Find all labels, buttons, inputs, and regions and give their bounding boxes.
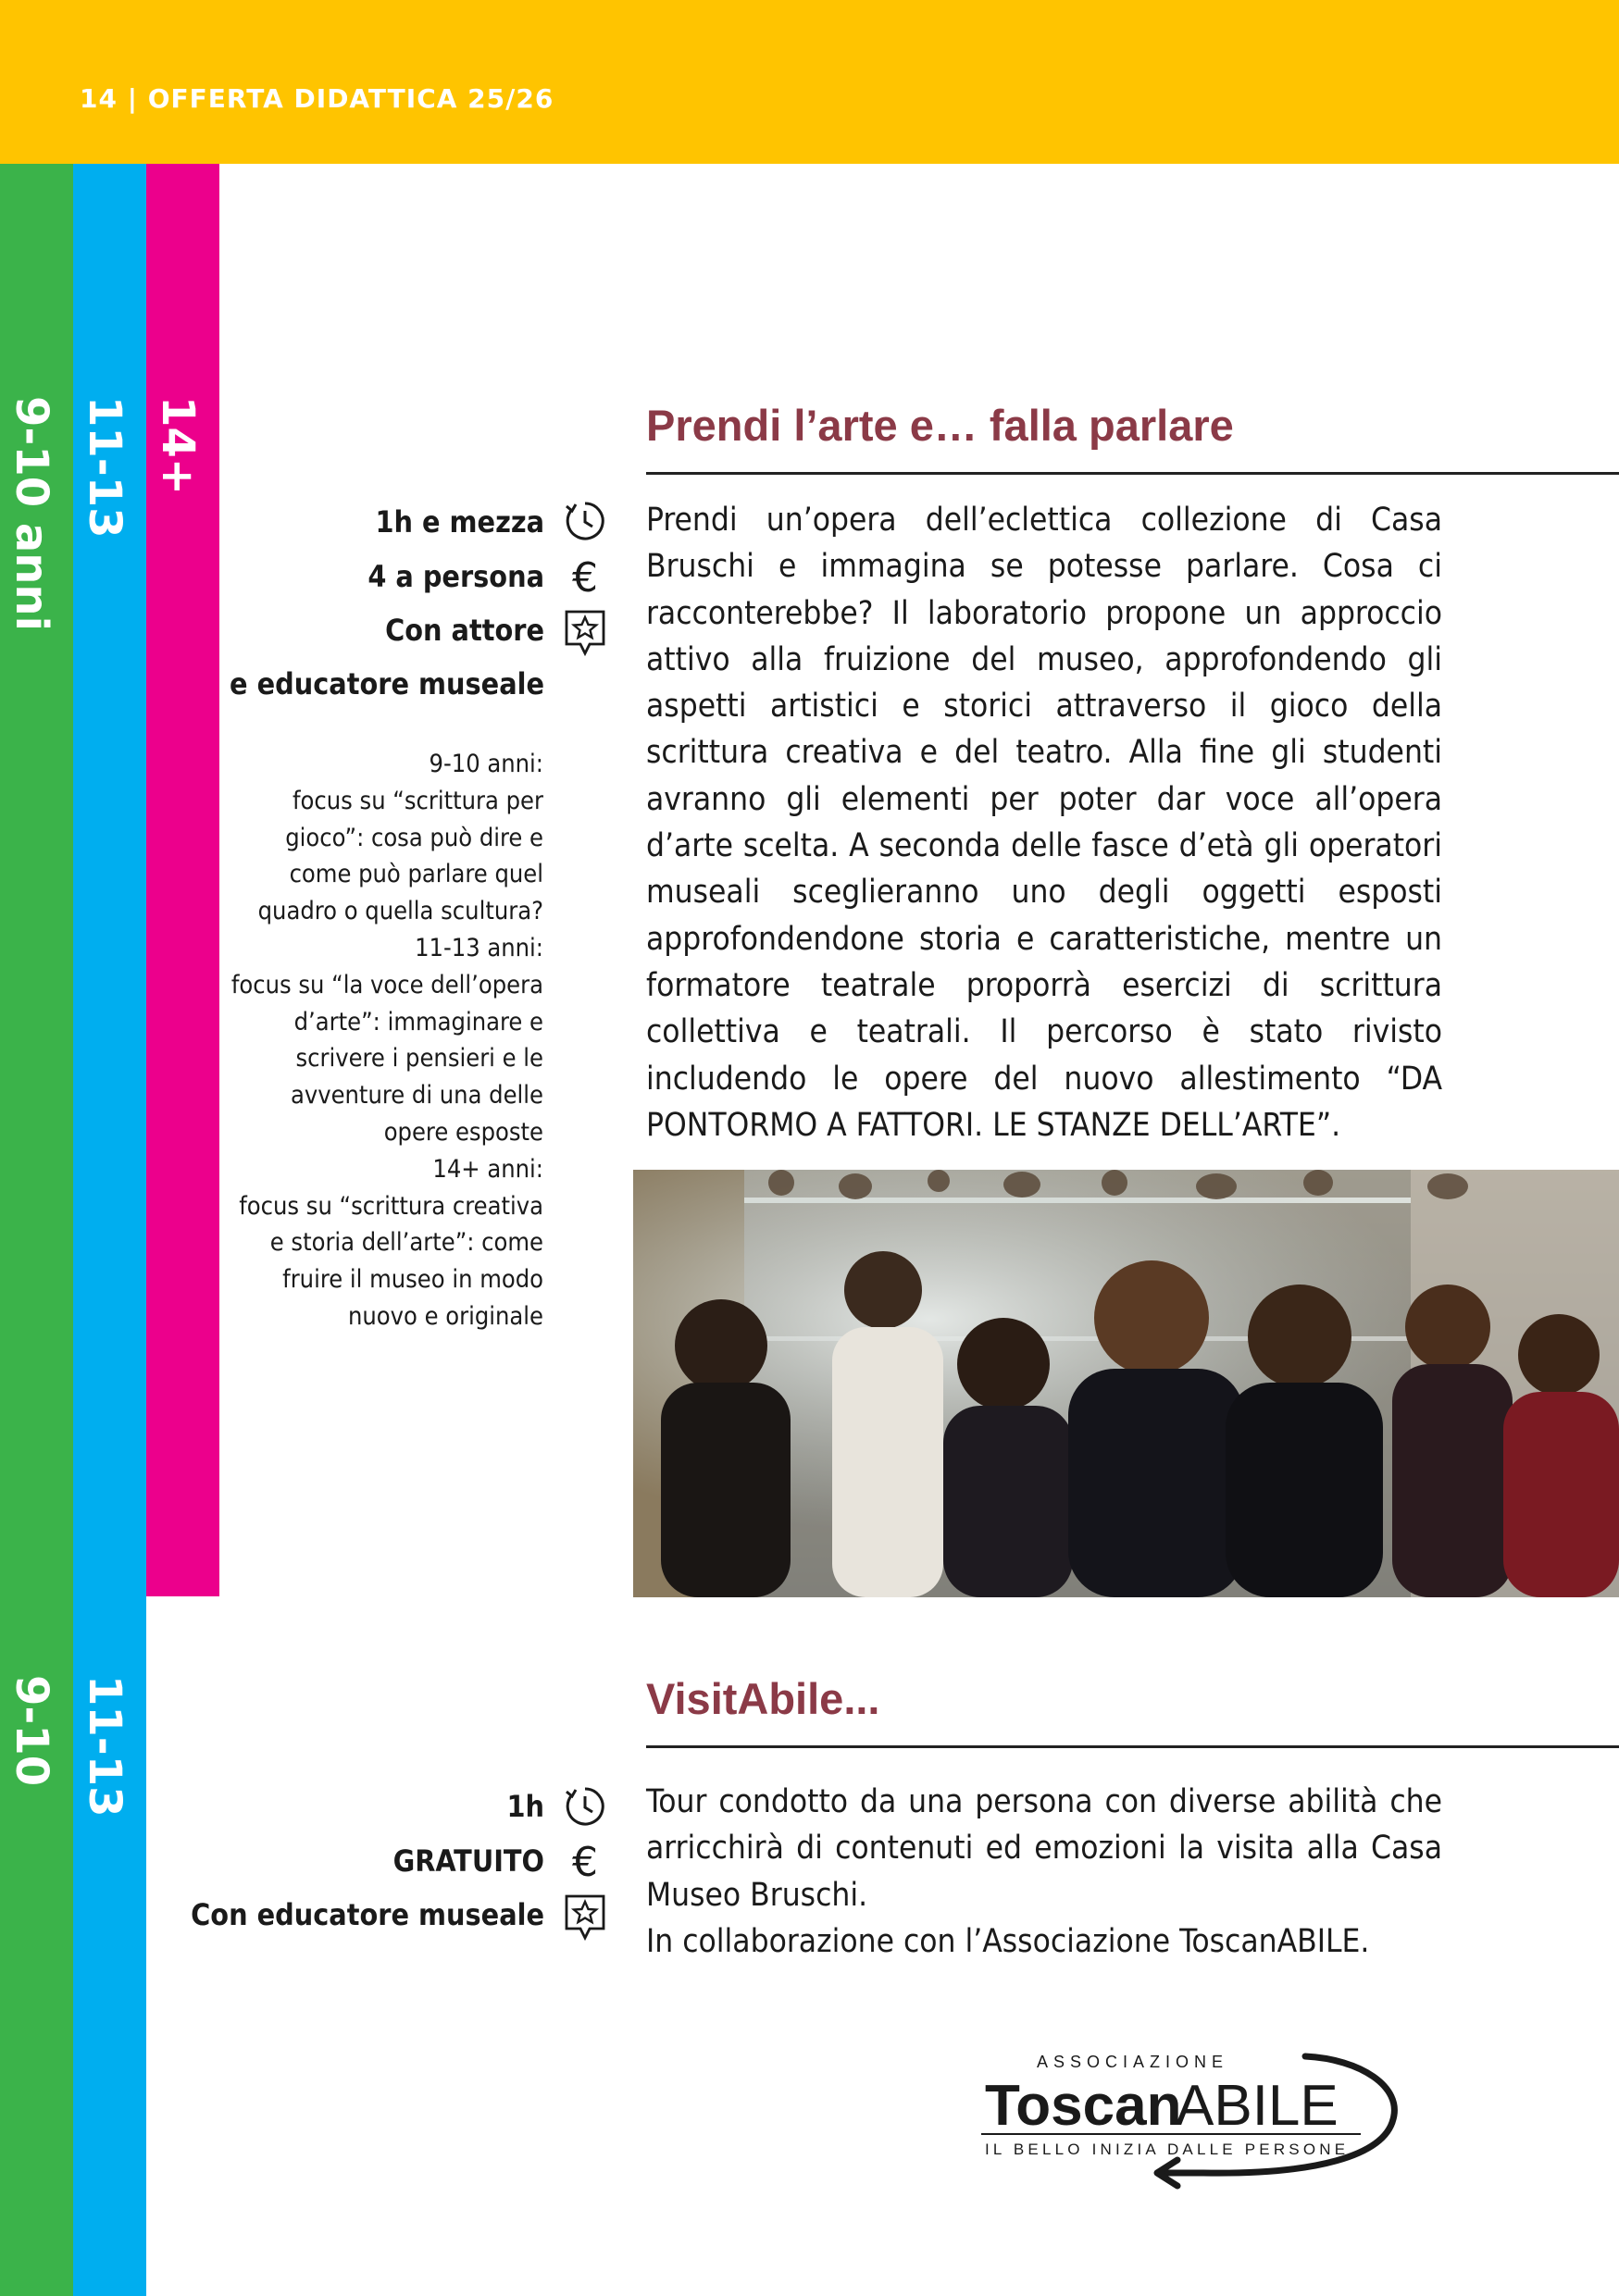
age-note-text: focus su “scrittura creativa e storia dell’arte”: come fruire il museo in modo nuovo e originale [239,1191,543,1331]
logo-top-text: ASSOCIAZIONE [1037,2053,1229,2071]
section2-description-line2: In collaborazione con l’Associazione ToscanABILE. [646,1922,1370,1960]
section2-description [646,1779,1442,1965]
star-badge-icon [564,609,606,652]
page-number: 14 [80,83,118,114]
section1-price: 4 a persona [367,559,544,594]
age-note-heading: 9-10 anni: [429,750,543,778]
logo-name-light: ABILE [1176,2074,1339,2138]
age-note-text: focus su “la voce dell’opera d’arte”: immaginare e scrivere i pensieri e le avventure di una delle opere esposte [230,970,543,1147]
section2-title: VisitAbile... [646,1674,880,1723]
age-note-text: focus su “scrittura per gioco”: cosa può dire e come può parlare quel quadro o quella scultura? [257,786,543,926]
section1-guide-line2: e educatore museale [230,666,544,701]
section2-duration: 1h [506,1789,544,1824]
age-label-green-1: 9-10 anni [6,396,57,632]
section1-guide-line1: Con attore [385,613,544,648]
euro-icon: € [572,1839,598,1886]
logo-tagline: IL BELLO INIZIA DALLE PERSONE [985,2141,1350,2158]
section1-rule [646,472,1619,475]
section2-description-line1: Tour condotto da una persona con diverse abilità che arricchirà di contenuti ed emozioni la visita alla Casa Museo Bruschi. [646,1783,1442,1914]
header-title: OFFERTA DIDATTICA 25/26 [147,83,554,114]
page-header [0,0,1619,164]
age-note-heading: 14+ anni: [432,1154,543,1184]
clock-icon [564,500,606,542]
logo-name-bold: Toscan [985,2074,1182,2138]
toscanabile-logo [972,2008,1416,2193]
section1-title: Prendi l’arte e… falla parlare [646,401,1234,450]
age-label-pink-1: 14+ [152,396,204,496]
section2-guide: Con educatore museale [191,1897,544,1932]
section2-rule [646,1745,1619,1748]
clock-icon [564,1785,606,1828]
section2-price: GRATUITO [392,1843,544,1879]
section1-duration: 1h e mezza [375,504,544,540]
photo-illustration [633,1170,1619,1597]
museum-photo [633,1170,1619,1597]
header-text [80,83,554,114]
age-notes [229,746,543,1335]
age-label-green-2: 9-10 [6,1675,57,1787]
header-separator: | [127,83,138,114]
section1-description-text: Prendi un’opera dell’eclettica collezione di Casa Bruschi e immagina se potesse parlare. Cosa ci racconterebbe? Il laboratorio propone un approccio attivo alla fruizione del museo, approfondendo gli aspetti artistici e storici attraverso il gioco della scrittura creativa e del teatro. Alla fine gli studenti avranno gli elementi per poter dar voce all’opera d’arte scelta. A seconda delle fasce d’età gli operatori museali sceglieranno uno degli oggetti esposti approfondendone storia e caratteristiche, mentre un formatore teatrale proporrà esercizi di scrittura collettiva e teatrali. Il percorso è stato rivisto includendo le opere del nuovo allestimento “DA PONTORMO A FATTORI. LE STANZE DELL’ARTE”. [646,502,1442,1144]
star-badge-icon [564,1893,606,1936]
age-note-heading: 11-13 anni: [415,933,543,962]
euro-icon: € [572,554,598,602]
section1-description [646,497,1442,1148]
age-label-blue-2: 11-13 [79,1675,131,1818]
band-pink [146,164,219,1596]
age-label-blue-1: 11-13 [79,396,131,539]
